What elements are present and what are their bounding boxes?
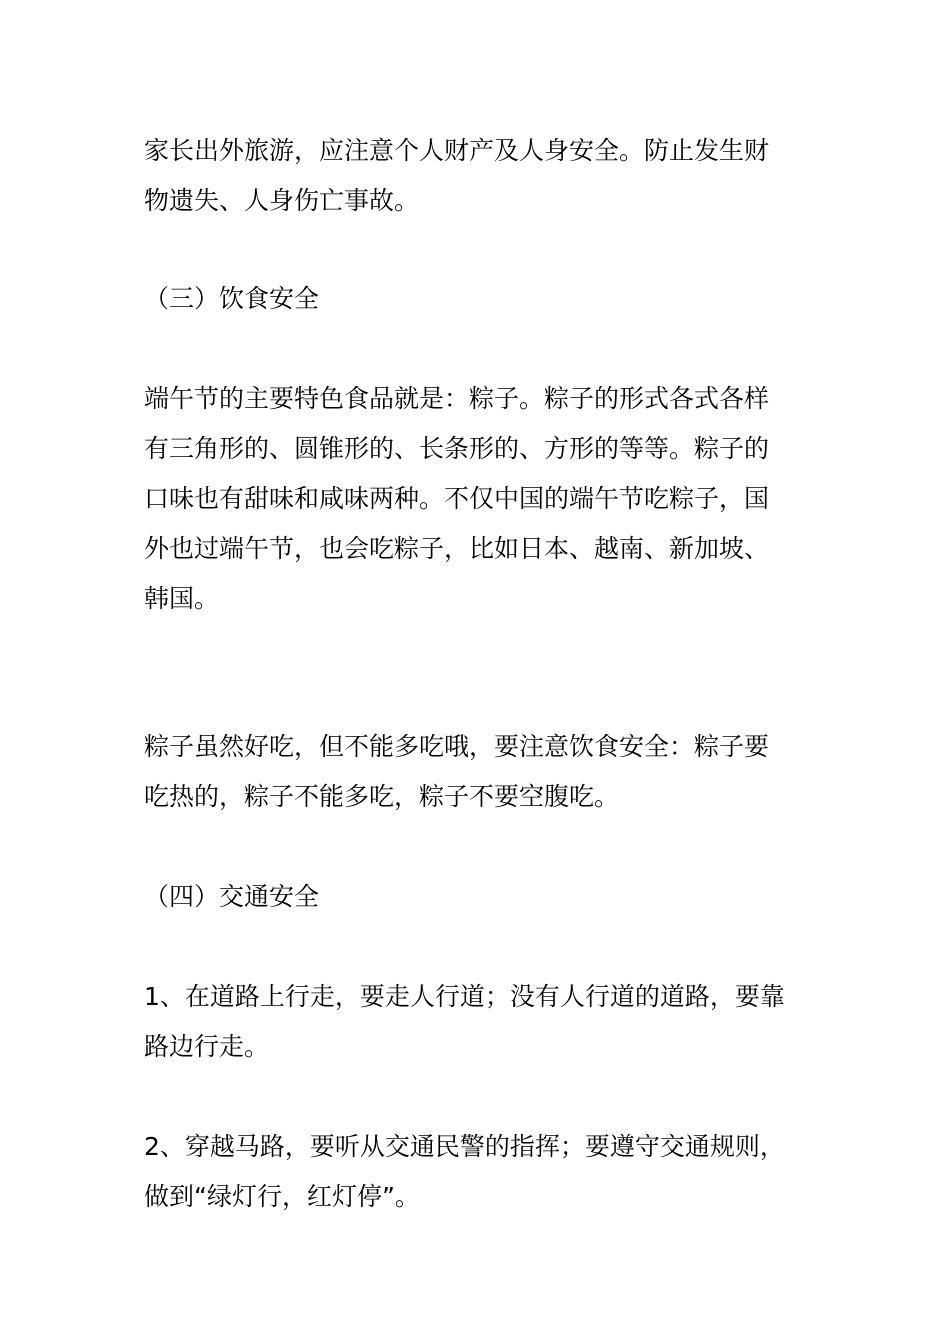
text-line: 外也过端午节，也会吃粽子，比如日本、越南、新加坡、 (144, 534, 770, 563)
text-line: 粽子虽然好吃，但不能多吃哦，要注意饮食安全：粽子要 (144, 732, 770, 761)
text-line: 韩国。 (144, 584, 220, 613)
paragraph-walking-rule (144, 972, 814, 1072)
text-line: 吃热的，粽子不能多吃，粽子不要空腹吃。 (144, 782, 620, 811)
text-line: 有三角形的、圆锥形的、长条形的、方形的等等。粽子的 (144, 434, 770, 463)
text-line: 1、在道路上行走，要走人行道；没有人行道的道路，要靠 (144, 982, 785, 1011)
text-line: 物遗失、人身伤亡事故。 (144, 186, 420, 215)
text-line: 家长出外旅游，应注意个人财产及人身安全。防止发生财 (144, 136, 770, 165)
paragraph-zongzi-intro (144, 374, 814, 624)
heading-traffic-safety: （四）交通安全 (144, 882, 320, 911)
text-line: 口味也有甜味和咸味两种。不仅中国的端午节吃粽子，国 (144, 484, 770, 513)
text-line: 端午节的主要特色食品就是：粽子。粽子的形式各式各样 (144, 384, 770, 413)
text-line: 路边行走。 (144, 1032, 270, 1061)
paragraph-zongzi-safety (144, 722, 814, 822)
heading-food-safety: （三）饮食安全 (144, 284, 320, 313)
text-line: 2、穿越马路，要听从交通民警的指挥；要遵守交通规则， (144, 1132, 785, 1161)
paragraph-crossing-rule (144, 1122, 814, 1222)
paragraph-travel-safety (144, 126, 814, 226)
text-line: 做到“绿灯行，红灯停”。 (144, 1182, 420, 1211)
